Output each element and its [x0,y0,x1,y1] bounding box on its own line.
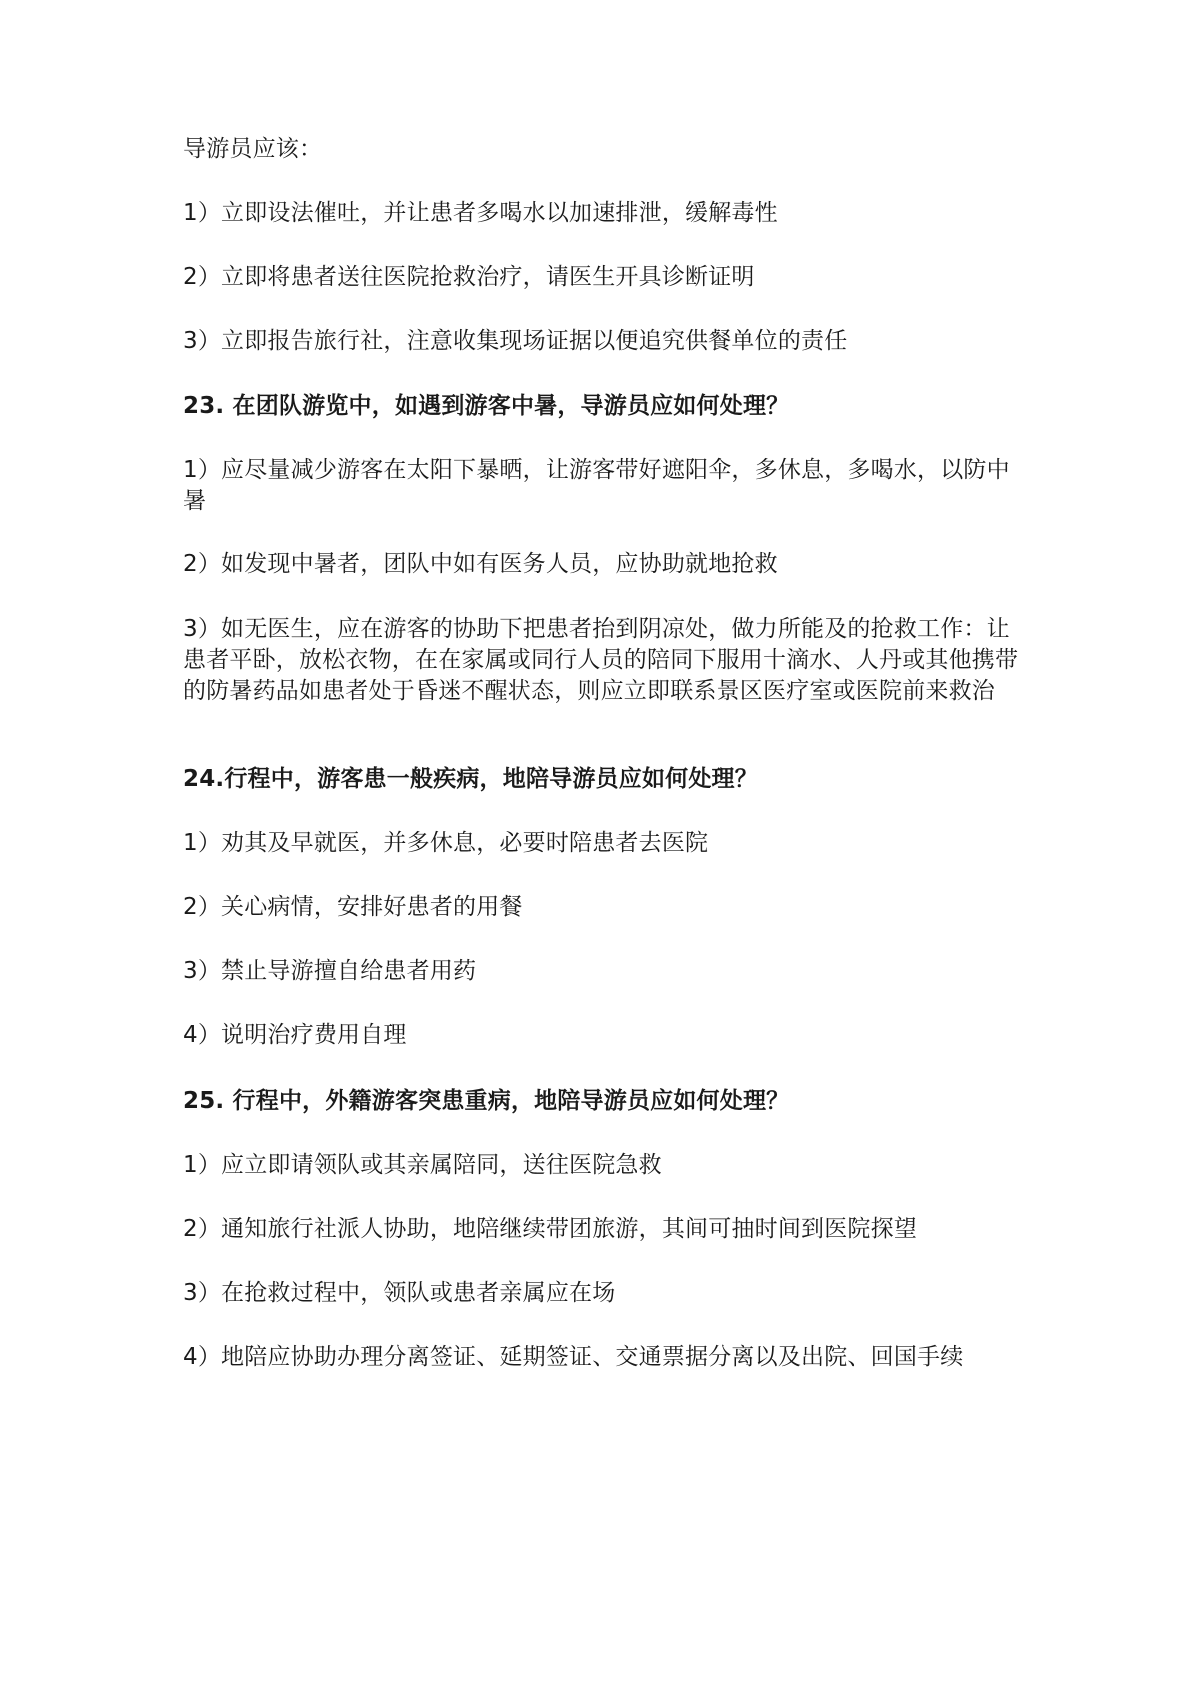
answer-item: 1）劝其及早就医，并多休息，必要时陪患者去医院 [183,830,709,856]
answer-item: 4）地陪应协助办理分离签证、延期签证、交通票据分离以及出院、回国手续 [183,1344,964,1370]
answer-item: 3）立即报告旅行社，注意收集现场证据以便追究供餐单位的责任 [183,328,848,354]
question-25-heading: 25. 行程中，外籍游客突患重病，地陪导游员应如何处理？ [183,1088,790,1114]
answer-item: 3）如无医生，应在游客的协助下把患者抬到阴凉处，做力所能及的抢救工作：让患者平卧，放松衣物，在在家属或同行人员的陪同下服用十滴水、人丹或其他携带的防暑药品如患者处于昏迷不醒状态，则应立即联系景区医疗室或医院前来救治 [183,616,1019,704]
answer-item: 3）禁止导游擅自给患者用药 [183,958,477,984]
question-24-heading: 24.行程中，游客患一般疾病，地陪导游员应如何处理？ [183,766,758,792]
answer-item: 4）说明治疗费用自理 [183,1022,407,1048]
answer-item: 2）关心病情，安排好患者的用餐 [183,894,523,920]
intro-text: 导游员应该： [183,136,323,162]
answer-item: 1）立即设法催吐，并让患者多喝水以加速排泄，缓解毒性 [183,200,778,226]
answer-item: 2）立即将患者送往医院抢救治疗，请医生开具诊断证明 [183,264,755,290]
answer-item: 2）通知旅行社派人协助，地陪继续带团旅游，其间可抽时间到医院探望 [183,1216,918,1242]
answer-item: 2）如发现中暑者，团队中如有医务人员，应协助就地抢救 [183,551,778,577]
answer-item: 1）应立即请领队或其亲属陪同，送往医院急救 [183,1152,662,1178]
answer-item: 1）应尽量减少游客在太阳下暴晒，让游客带好遮阳伞，多休息，多喝水，以防中暑 [183,457,1010,514]
answer-item: 3）在抢救过程中，领队或患者亲属应在场 [183,1280,616,1306]
question-23-heading: 23. 在团队游览中，如遇到游客中暑，导游员应如何处理？ [183,393,790,419]
